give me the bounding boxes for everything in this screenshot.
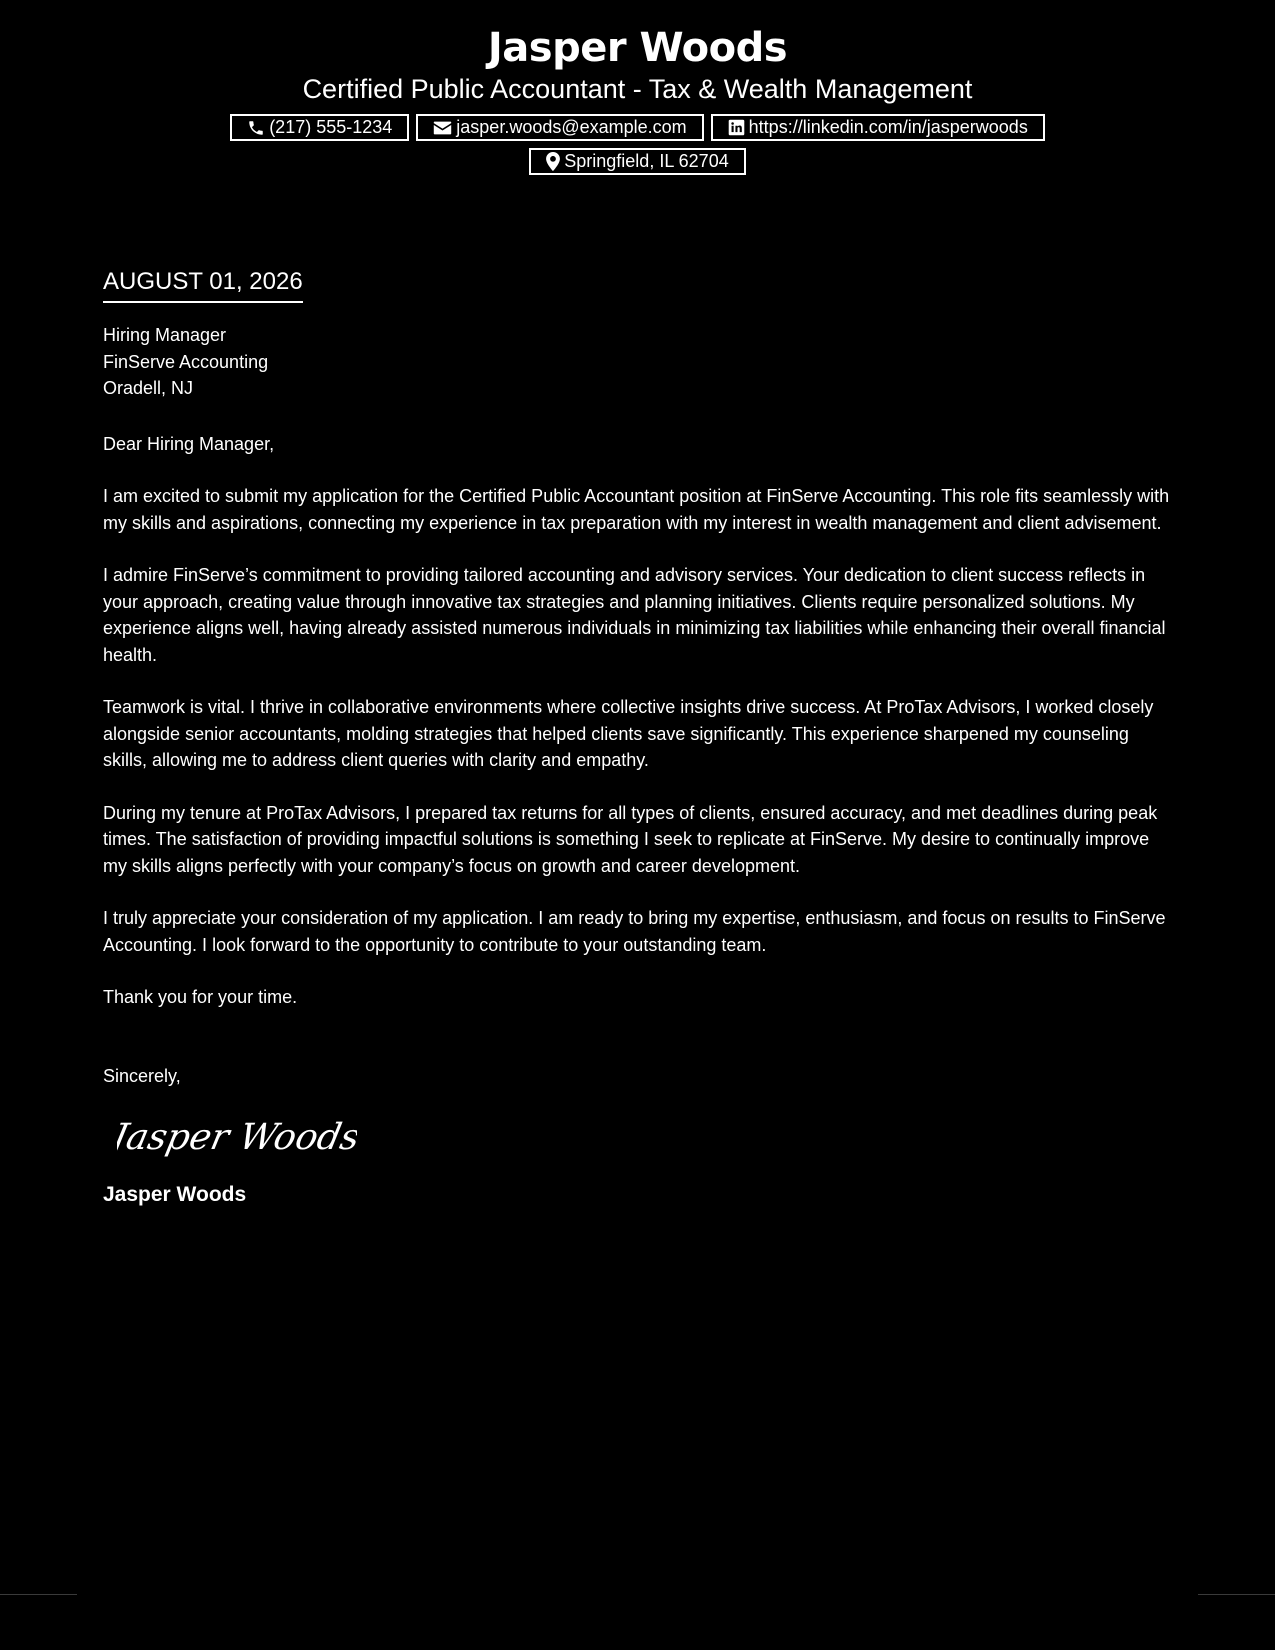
signature-text: Jasper Woods (117, 1115, 357, 1158)
salutation: Dear Hiring Manager, (103, 433, 275, 454)
signer-name: Jasper Woods (103, 1183, 247, 1206)
contact-email-text: jasper.woods@example.com (456, 117, 687, 137)
contact-phone[interactable] (230, 114, 409, 141)
contact-linkedin-text: https://linkedin.com/in/jasperwoods (748, 117, 1028, 137)
contact-location-text: Springfield, IL 62704 (564, 151, 729, 171)
handwritten-signature (117, 1107, 1173, 1167)
linkedin-icon (728, 119, 745, 136)
letter-body (103, 266, 1173, 1209)
contact-list (138, 114, 1138, 175)
body-paragraph: I admire FinServe’s commitment to providing tailored accounting and advisory services. Your dedication to client success reflects in your approach, creating value through innovative tax strategies and planning initiatives. Clients require personalized solutions. My experience aligns well, having already assisted numerous individuals in minimizing tax liabilities while enhancing their overall financial health. (103, 565, 1166, 665)
letter-date: AUGUST 01, 2026 (103, 266, 303, 303)
phone-icon (247, 119, 265, 137)
recipient-location: Oradell, NJ (103, 378, 194, 398)
body-paragraph: I truly appreciate your consideration of my application. I am ready to bring my expertise, enthusiasm, and focus on results to FinServe Accounting. I look forward to the opportunity to contribute to your outstanding team. (103, 908, 1166, 955)
contact-location[interactable] (529, 148, 745, 175)
applicant-title: Certified Public Accountant - Tax & Wealth Management (302, 74, 973, 104)
footer-rule-left (0, 1594, 77, 1595)
body-paragraph: I am excited to submit my application for the Certified Public Accountant position at FinServe Accounting. This role fits seamlessly with my skills and aspirations, connecting my experience in tax preparation with my interest in wealth management and client advisement. (103, 486, 1170, 533)
map-marker-icon (546, 152, 560, 171)
footer-rule-right (1198, 1594, 1275, 1595)
body-paragraph: During my tenure at ProTax Advisors, I prepared tax returns for all types of clients, ensured accuracy, and met deadlines during peak times. The satisfaction of providing impactful solutions is something I seek to replicate at FinServe. My desire to continually improve my skills aligns perfectly with your company’s focus on growth and career development. (103, 802, 1158, 876)
recipient-company: FinServe Accounting (103, 351, 269, 372)
recipient-block (103, 322, 1173, 402)
closing-line: Thank you for your time. (103, 987, 298, 1007)
recipient-name: Hiring Manager (103, 325, 227, 345)
contact-phone-text: (217) 555-1234 (269, 117, 393, 137)
sign-off: Sincerely, (103, 1065, 181, 1086)
contact-linkedin[interactable] (711, 114, 1045, 141)
letter-header (0, 22, 1275, 175)
body-paragraph: Teamwork is vital. I thrive in collaborative environments where collective insights drive success. At ProTax Advisors, I worked closely alongside senior accountants, molding strategies that helped clients save significantly. This experience sharpened my counseling skills, allowing me to address client queries with clarity and empathy. (103, 697, 1154, 770)
applicant-name: Jasper Woods (487, 25, 788, 71)
envelope-icon (433, 120, 452, 136)
contact-email[interactable] (416, 114, 703, 141)
